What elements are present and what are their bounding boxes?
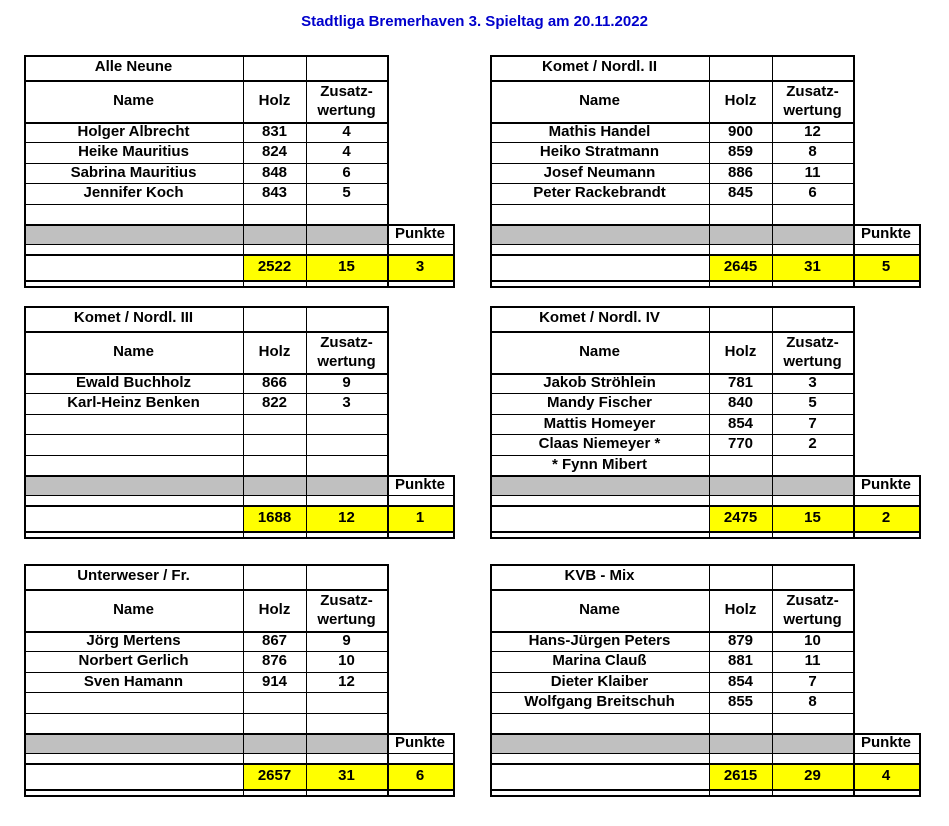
total-zusatz: 29 [804, 767, 821, 784]
separator-bar [24, 224, 387, 244]
player-zusatz: 10 [338, 652, 355, 669]
player-name: Dieter Klaiber [550, 673, 649, 690]
punkte-label: Punkte [860, 225, 911, 242]
total-zusatz: 15 [804, 509, 821, 526]
grid-line [24, 753, 455, 754]
grid-line [387, 306, 389, 539]
player-name: Mandy Fischer [546, 394, 653, 411]
grid-line [490, 244, 921, 245]
grid-line [490, 531, 921, 533]
grid-line [24, 331, 389, 333]
player-holz: 822 [261, 394, 288, 411]
player-zusatz: 4 [342, 123, 351, 140]
player-name [490, 204, 709, 224]
player-zusatz: 3 [808, 374, 817, 391]
player-zusatz [772, 204, 853, 224]
player-name: Heiko Stratmann [539, 143, 660, 160]
team-name: Komet / Nordl. III [73, 309, 194, 326]
player-name: Wolfgang Breitschuh [524, 693, 675, 710]
column-header-zusatz-2: wertung [783, 102, 842, 119]
grid-line [387, 564, 389, 797]
player-name: Claas Niemeyer * [538, 435, 661, 452]
column-header-zusatz-2: wertung [317, 611, 376, 628]
punkte-label: Punkte [394, 476, 445, 493]
player-holz: 866 [261, 374, 288, 391]
grid-line [24, 254, 455, 256]
grid-line [490, 254, 921, 256]
player-name: Marina Clauß [552, 652, 647, 669]
column-header-holz: Holz [258, 343, 291, 360]
player-name [490, 713, 709, 733]
grid-line [853, 306, 855, 539]
total-holz: 2657 [257, 767, 292, 784]
grid-line [24, 763, 455, 765]
column-header-zusatz-1: Zusatz- [320, 334, 373, 351]
player-zusatz [306, 434, 387, 454]
player-holz [709, 713, 772, 733]
player-zusatz: 4 [342, 143, 351, 160]
grid-line [24, 244, 455, 245]
punkte-label: Punkte [860, 476, 911, 493]
total-holz: 2615 [723, 767, 758, 784]
column-header-name: Name [579, 92, 620, 109]
page-title: Stadtliga Bremerhaven 3. Spieltag am 20.11.2022 [301, 13, 648, 30]
player-zusatz [306, 414, 387, 434]
player-holz [243, 204, 306, 224]
grid-line [24, 795, 455, 797]
column-header-holz: Holz [258, 601, 291, 618]
player-holz: 855 [727, 693, 754, 710]
player-holz [709, 204, 772, 224]
separator-bar [490, 733, 853, 753]
player-name: Hans-Jürgen Peters [528, 632, 671, 649]
team-name: Alle Neune [94, 58, 173, 75]
player-zusatz: 9 [342, 632, 351, 649]
player-holz: 879 [727, 632, 754, 649]
player-name [24, 692, 243, 712]
grid-line [24, 505, 455, 507]
player-zusatz: 5 [808, 394, 817, 411]
player-name: Sven Hamann [83, 673, 184, 690]
grid-line [490, 753, 921, 754]
player-holz: 854 [727, 673, 754, 690]
column-header-name: Name [113, 92, 154, 109]
player-holz: 900 [727, 123, 754, 140]
player-name: Jakob Ströhlein [543, 374, 656, 391]
total-holz: 2475 [723, 509, 758, 526]
grid-line [490, 505, 921, 507]
player-zusatz: 6 [342, 164, 351, 181]
player-zusatz: 8 [808, 143, 817, 160]
player-holz: 881 [727, 652, 754, 669]
player-name [24, 455, 243, 475]
grid-line [24, 80, 389, 82]
column-header-holz: Holz [724, 601, 757, 618]
grid-line [490, 286, 921, 288]
total-holz: 2645 [723, 258, 758, 275]
column-header-zusatz-2: wertung [317, 102, 376, 119]
punkte-value: 4 [881, 767, 891, 784]
player-holz: 867 [261, 632, 288, 649]
grid-line [853, 55, 855, 288]
player-holz: 876 [261, 652, 288, 669]
team-name: KVB - Mix [564, 567, 635, 584]
player-zusatz: 7 [808, 415, 817, 432]
player-zusatz: 12 [804, 123, 821, 140]
player-zusatz: 8 [808, 693, 817, 710]
player-zusatz [772, 713, 853, 733]
grid-line [387, 55, 389, 288]
player-holz: 848 [261, 164, 288, 181]
column-header-zusatz-1: Zusatz- [786, 83, 839, 100]
player-holz: 824 [261, 143, 288, 160]
player-holz [243, 713, 306, 733]
player-zusatz [306, 204, 387, 224]
grid-line [919, 475, 921, 539]
total-zusatz: 31 [804, 258, 821, 275]
player-name: Mathis Handel [548, 123, 651, 140]
total-zusatz: 31 [338, 767, 355, 784]
player-holz: 843 [261, 184, 288, 201]
column-header-holz: Holz [258, 92, 291, 109]
player-zusatz [772, 455, 853, 475]
player-zusatz: 3 [342, 394, 351, 411]
column-header-name: Name [113, 343, 154, 360]
player-holz: 859 [727, 143, 754, 160]
grid-line [919, 733, 921, 797]
column-header-holz: Holz [724, 92, 757, 109]
column-header-zusatz-1: Zusatz- [320, 83, 373, 100]
player-holz [243, 434, 306, 454]
player-zusatz: 12 [338, 673, 355, 690]
punkte-value: 6 [415, 767, 425, 784]
player-name: Karl-Heinz Benken [67, 394, 200, 411]
player-name [24, 434, 243, 454]
player-holz: 770 [727, 435, 754, 452]
grid-line [24, 531, 455, 533]
player-zusatz [306, 713, 387, 733]
grid-line [919, 224, 921, 288]
player-holz: 845 [727, 184, 754, 201]
player-holz [243, 692, 306, 712]
grid-line [24, 537, 455, 539]
player-zusatz: 2 [808, 435, 817, 452]
player-name: * Fynn Mibert [551, 456, 647, 473]
player-holz [243, 455, 306, 475]
separator-bar [24, 475, 387, 495]
grid-line [490, 495, 921, 496]
punkte-value: 3 [415, 258, 425, 275]
total-zusatz: 15 [338, 258, 355, 275]
player-name [24, 713, 243, 733]
player-name: Sabrina Mauritius [70, 164, 197, 181]
grid-line [490, 537, 921, 539]
team-name: Komet / Nordl. II [541, 58, 657, 75]
grid-line [24, 286, 455, 288]
grid-line [490, 789, 921, 791]
grid-line [490, 280, 921, 282]
grid-line [490, 795, 921, 797]
column-header-zusatz-1: Zusatz- [320, 592, 373, 609]
player-zusatz [306, 692, 387, 712]
column-header-zusatz-2: wertung [317, 353, 376, 370]
player-holz: 854 [727, 415, 754, 432]
punkte-label: Punkte [394, 225, 445, 242]
column-header-zusatz-1: Zusatz- [786, 334, 839, 351]
player-zusatz [306, 455, 387, 475]
column-header-zusatz-2: wertung [783, 353, 842, 370]
player-zusatz: 10 [804, 632, 821, 649]
column-header-name: Name [579, 343, 620, 360]
player-zusatz: 5 [342, 184, 351, 201]
column-header-name: Name [113, 601, 154, 618]
player-name [24, 204, 243, 224]
separator-bar [490, 475, 853, 495]
grid-line [490, 80, 855, 82]
player-zusatz: 7 [808, 673, 817, 690]
column-header-zusatz-2: wertung [783, 611, 842, 628]
player-name: Jennifer Koch [83, 184, 184, 201]
separator-bar [24, 733, 387, 753]
punkte-value: 2 [881, 509, 891, 526]
punkte-value: 5 [881, 258, 891, 275]
player-name: Ewald Buchholz [75, 374, 191, 391]
player-name: Holger Albrecht [77, 123, 190, 140]
player-zusatz: 9 [342, 374, 351, 391]
player-holz [709, 455, 772, 475]
player-name: Mattis Homeyer [543, 415, 656, 432]
player-holz: 840 [727, 394, 754, 411]
player-name: Norbert Gerlich [78, 652, 189, 669]
player-holz: 914 [261, 673, 288, 690]
player-name: Jörg Mertens [86, 632, 181, 649]
total-holz: 2522 [257, 258, 292, 275]
grid-line [453, 733, 455, 797]
grid-line [490, 763, 921, 765]
grid-line [24, 789, 455, 791]
separator-bar [490, 224, 853, 244]
grid-line [490, 331, 855, 333]
total-holz: 1688 [257, 509, 292, 526]
player-name: Heike Mauritius [78, 143, 189, 160]
column-header-zusatz-1: Zusatz- [786, 592, 839, 609]
grid-line [24, 495, 455, 496]
grid-line [24, 280, 455, 282]
column-header-name: Name [579, 601, 620, 618]
grid-line [853, 564, 855, 797]
grid-line [453, 224, 455, 288]
column-header-holz: Holz [724, 343, 757, 360]
team-name: Komet / Nordl. IV [539, 309, 660, 326]
player-name: Peter Rackebrandt [533, 184, 666, 201]
player-zusatz: 11 [804, 164, 821, 181]
punkte-label: Punkte [860, 734, 911, 751]
player-holz: 886 [727, 164, 754, 181]
grid-line [453, 475, 455, 539]
punkte-value: 1 [415, 509, 425, 526]
player-holz [243, 414, 306, 434]
player-holz: 831 [261, 123, 288, 140]
player-zusatz: 11 [804, 652, 821, 669]
player-holz: 781 [727, 374, 754, 391]
grid-line [490, 589, 855, 591]
player-zusatz: 6 [808, 184, 817, 201]
team-name: Unterweser / Fr. [77, 567, 190, 584]
punkte-label: Punkte [394, 734, 445, 751]
total-zusatz: 12 [338, 509, 355, 526]
player-name [24, 414, 243, 434]
player-name: Josef Neumann [543, 164, 656, 181]
grid-line [24, 589, 389, 591]
